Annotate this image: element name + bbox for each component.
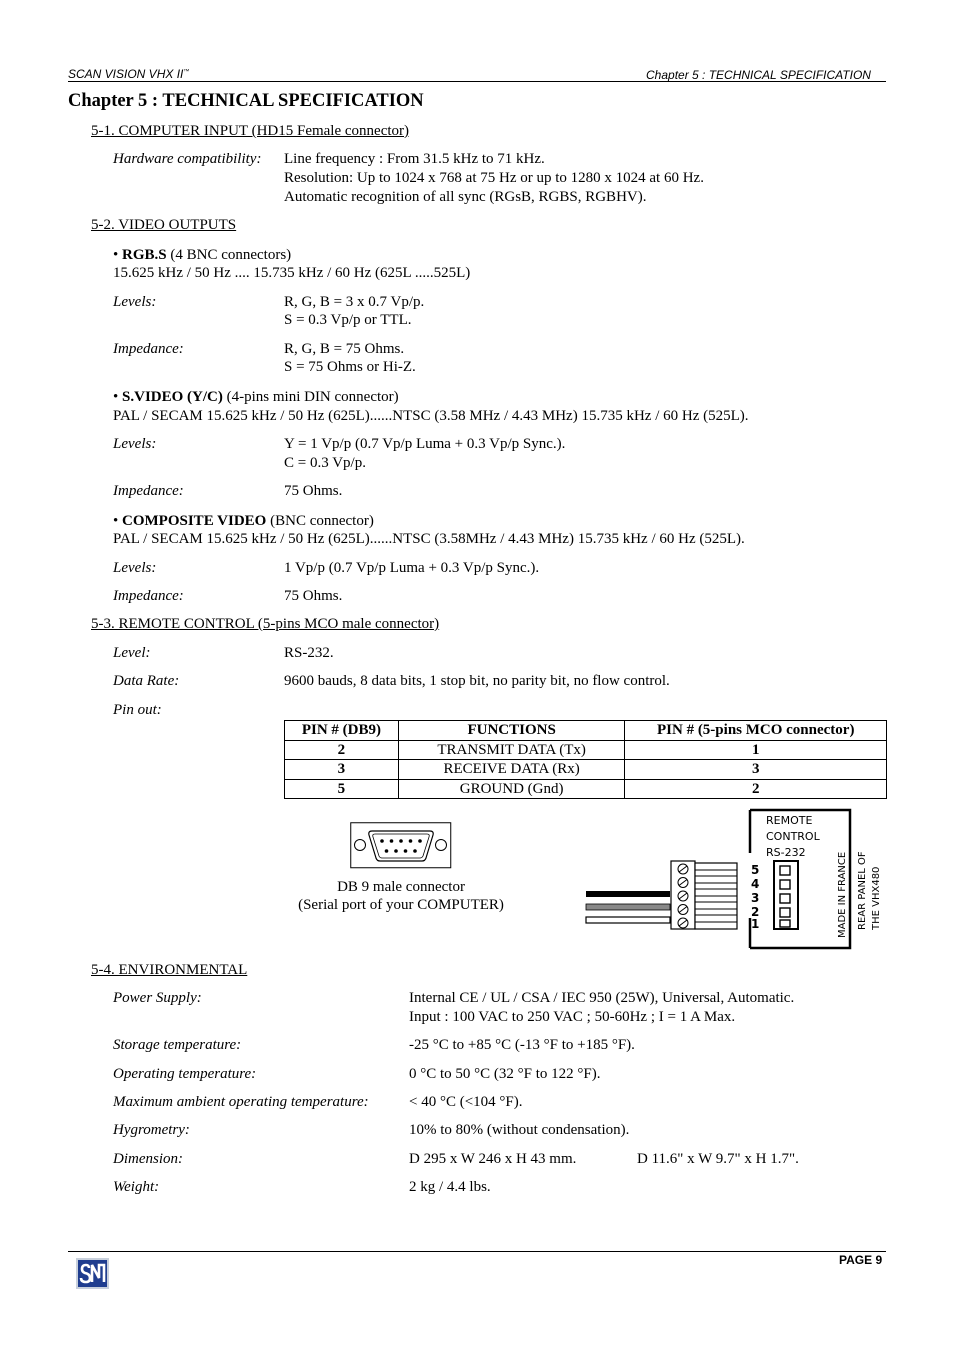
panel-title-control: CONTROL <box>766 830 820 843</box>
panel-pin-label: 5 <box>751 863 760 877</box>
data-rate-label: Data Rate: <box>113 673 180 689</box>
table-cell: TRANSMIT DATA (Tx) <box>398 740 625 760</box>
section-5-1-title: 5-1. COMPUTER INPUT (HD15 Female connector) <box>91 123 410 139</box>
env-value: D 11.6" x W 9.7" x H 1.7". <box>637 1151 799 1167</box>
column-header: PIN # (DB9) <box>285 721 399 741</box>
env-label: Hygrometry: <box>113 1122 190 1138</box>
svideo-levels-1: Y = 1 Vp/p (0.7 Vp/p Luma + 0.3 Vp/p Sync.). <box>284 436 566 452</box>
column-header: PIN # (5-pins MCO connector) <box>625 721 887 741</box>
pinout-table <box>284 720 887 799</box>
column-header: FUNCTIONS <box>398 721 625 741</box>
rgbs-frequency: 15.625 kHz / 50 Hz .... 15.735 kHz / 60 Hz (625L .....525L) <box>113 265 471 281</box>
chapter-title: Chapter 5 : TECHNICAL SPECIFICATION <box>68 91 424 111</box>
pinout-table-header <box>285 721 887 741</box>
env-label: Operating temperature: <box>113 1066 257 1082</box>
table-row <box>285 779 887 799</box>
page-number: PAGE 9 <box>839 1253 883 1267</box>
env-label: Dimension: <box>113 1151 183 1167</box>
composite-frequency: PAL / SECAM 15.625 kHz / 50 Hz (625L)......NTSC (3.58MHz / 4.43 MHz) 15.735 kHz / 60 Hz (525L). <box>113 531 745 547</box>
svideo-heading: • S.VIDEO (Y/C) (4-pins mini DIN connector) <box>113 389 399 405</box>
composite-heading: • COMPOSITE VIDEO (BNC connector) <box>113 513 374 529</box>
env-label: Maximum ambient operating temperature: <box>113 1094 369 1110</box>
env-value: D 295 x W 246 x H 43 mm. <box>409 1151 577 1167</box>
hardware-compat-label: Hardware compatibility: <box>113 151 262 167</box>
table-cell: GROUND (Gnd) <box>398 779 625 799</box>
hw-resolution: Resolution: Up to 1024 x 768 at 75 Hz or up to 1280 x 1024 at 60 Hz. <box>284 170 704 186</box>
rgbs-impedance-label: Impedance: <box>113 341 184 357</box>
running-header-left: SCAN VISION VHX II™ <box>68 67 190 81</box>
data-rate-value: 9600 bauds, 8 data bits, 1 stop bit, no parity bit, no flow control. <box>284 673 670 689</box>
level-label: Level: <box>113 645 151 661</box>
panel-rear-2: THE VHX480 <box>871 866 882 930</box>
rear-panel-diagram <box>584 808 886 950</box>
section-5-2-title: 5-2. VIDEO OUTPUTS <box>91 217 237 233</box>
composite-levels: 1 Vp/p (0.7 Vp/p Luma + 0.3 Vp/p Sync.). <box>284 560 540 576</box>
panel-pin-label: 1 <box>751 917 760 931</box>
svideo-frequency: PAL / SECAM 15.625 kHz / 50 Hz (625L)......NTSC (3.58 MHz / 4.43 MHz) 15.735 kHz / 60 Hz (525L). <box>113 408 749 424</box>
panel-pin-label: 2 <box>751 905 760 919</box>
table-cell: 3 <box>625 760 887 780</box>
company-logo-icon <box>76 1258 109 1289</box>
pin-out-label: Pin out: <box>113 702 162 718</box>
svideo-levels-label: Levels: <box>113 436 157 452</box>
section-5-3-title: 5-3. REMOTE CONTROL (5-pins MCO male connector) <box>91 616 440 632</box>
section-5-4-title: 5-4. ENVIRONMENTAL <box>91 962 248 978</box>
rgbs-levels-2: S = 0.3 Vp/p or TTL. <box>284 312 412 328</box>
env-value: 10% to 80% (without condensation). <box>409 1122 630 1138</box>
hw-sync: Automatic recognition of all sync (RGsB, RGBS, RGBHV). <box>284 189 647 205</box>
composite-impedance-label: Impedance: <box>113 588 184 604</box>
rgbs-impedance-1: R, G, B = 75 Ohms. <box>284 341 405 357</box>
panel-pin-label: 4 <box>751 877 760 891</box>
running-header-right: Chapter 5 : TECHNICAL SPECIFICATION <box>646 68 871 82</box>
rgbs-levels-label: Levels: <box>113 294 157 310</box>
composite-levels-label: Levels: <box>113 560 157 576</box>
db9-caption-1: DB 9 male connector <box>337 879 465 895</box>
db9-caption-2: (Serial port of your COMPUTER) <box>298 897 504 913</box>
table-row <box>285 740 887 760</box>
env-label: Weight: <box>113 1179 160 1195</box>
table-cell: RECEIVE DATA (Rx) <box>398 760 625 780</box>
env-value: 2 kg / 4.4 lbs. <box>409 1179 491 1195</box>
svideo-impedance: 75 Ohms. <box>284 483 343 499</box>
table-row <box>285 760 887 780</box>
env-value: Internal CE / UL / CSA / IEC 950 (25W), Universal, Automatic. <box>409 990 795 1006</box>
table-cell: 5 <box>285 779 399 799</box>
db9-connector-icon <box>350 822 452 869</box>
env-label: Storage temperature: <box>113 1037 242 1053</box>
svideo-levels-2: C = 0.3 Vp/p. <box>284 455 366 471</box>
header-rule <box>68 81 886 82</box>
composite-impedance: 75 Ohms. <box>284 588 343 604</box>
env-label: Power Supply: <box>113 990 202 1006</box>
rgbs-levels-1: R, G, B = 3 x 0.7 Vp/p. <box>284 294 425 310</box>
rgbs-impedance-2: S = 75 Ohms or Hi-Z. <box>284 359 416 375</box>
table-cell: 1 <box>625 740 887 760</box>
panel-made-in: MADE IN FRANCE <box>837 851 848 938</box>
table-cell: 3 <box>285 760 399 780</box>
env-value: Input : 100 VAC to 250 VAC ; 50-60Hz ; I = 1 A Max. <box>409 1009 736 1025</box>
panel-title-remote: REMOTE <box>766 814 813 827</box>
table-cell: 2 <box>625 779 887 799</box>
env-value: 0 °C to 50 °C (32 °F to 122 °F). <box>409 1066 601 1082</box>
level-value: RS-232. <box>284 645 334 661</box>
rgbs-heading: • RGB.S (4 BNC connectors) <box>113 247 292 263</box>
env-value: < 40 °C (<104 °F). <box>409 1094 523 1110</box>
hw-line-frequency: Line frequency : From 31.5 kHz to 71 kHz. <box>284 151 545 167</box>
panel-pin-label: 3 <box>751 891 760 905</box>
panel-title-rs232: RS-232 <box>766 846 806 859</box>
panel-rear-1: REAR PANEL OF <box>857 851 868 930</box>
env-value: -25 °C to +85 °C (-13 °F to +185 °F). <box>409 1037 635 1053</box>
svideo-impedance-label: Impedance: <box>113 483 184 499</box>
footer-rule <box>68 1251 886 1252</box>
table-cell: 2 <box>285 740 399 760</box>
